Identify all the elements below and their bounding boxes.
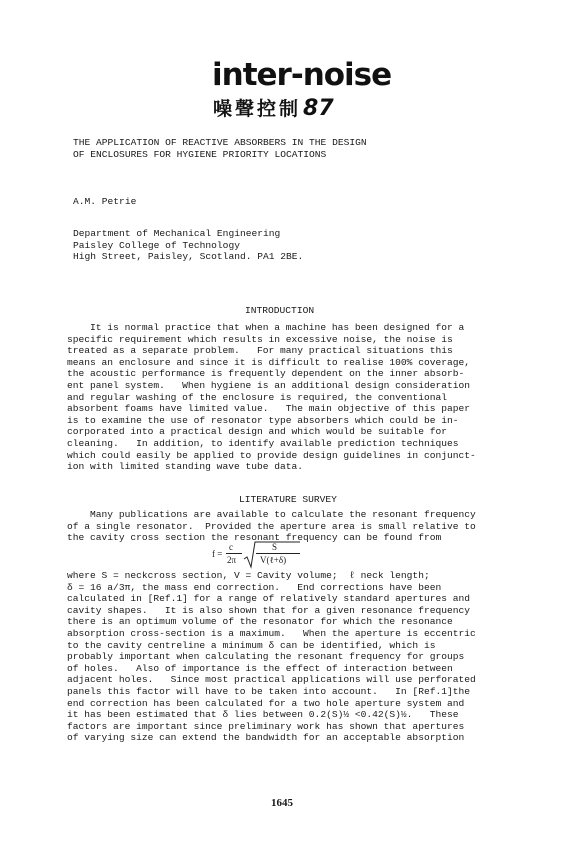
- text-line: of holes. Also of importance is the effect of interaction between: [67, 662, 453, 674]
- conference-logo: inter-noise: [212, 57, 392, 93]
- text-line: corporated into a practical design and which would be suitable for: [67, 426, 447, 438]
- text-line: end correction has been calculated for a two hole aperture system and: [67, 697, 465, 709]
- text-line: which could easily be applied to provide design guidelines in conjunct-: [67, 449, 476, 461]
- section-heading-literature-survey: LITERATURE SURVEY: [239, 494, 337, 505]
- text-line: is to examine the use of resonator type absorbers which could be in-: [67, 414, 459, 426]
- text-line: ent panel system. When hygiene is an additional design consideration: [67, 379, 471, 391]
- text-line: where S = neckcross section, V = Cavity volume; ℓ neck length;: [67, 570, 430, 581]
- text-line: absorption cross-section is a maximum. When the aperture is eccentric: [67, 627, 476, 639]
- text-line: probably important when calculating the resonant frequency for groups: [67, 651, 465, 663]
- title-line: THE APPLICATION OF REACTIVE ABSORBERS IN THE DESIGN: [73, 137, 367, 148]
- text-line: It is normal practice that when a machine has been designed for a: [67, 322, 465, 333]
- title-line: OF ENCLOSURES FOR HYGIENE PRIORITY LOCATIONS: [73, 148, 327, 160]
- text-line: treated as a separate problem. For many practical situations this: [67, 345, 453, 357]
- text-line: the cavity cross section the resonant frequency can be found from: [67, 532, 442, 544]
- section-heading-introduction: INTRODUCTION: [245, 305, 315, 316]
- text-line: adjacent holes. Since most practical applications will use perforated: [67, 674, 476, 686]
- text-line: panels this factor will have to be taken into account. In [Ref.1]the: [67, 685, 471, 697]
- page-number: 1645: [271, 797, 293, 809]
- text-line: the acoustic performance is frequently dependent on the inner absorb-: [67, 368, 465, 380]
- text-line: factors are important since preliminary work has shown that apertures: [67, 720, 465, 732]
- text-line: to the cavity centreline a minimum δ can be identified, which is: [67, 639, 436, 651]
- formula-fraction-bar: [226, 553, 242, 554]
- logo-chinese-text: 噪聲控制: [213, 98, 302, 120]
- formula-fraction-numerator: c: [229, 542, 233, 552]
- text-line: cleaning. In addition, to identify available prediction techniques: [67, 437, 459, 449]
- text-line: and regular washing of the enclosure is required, the conventional: [67, 391, 447, 403]
- affiliation-line: Paisley College of Technology: [73, 239, 240, 251]
- text-line: absorbent foams have limited value. The main objective of this paper: [67, 403, 471, 415]
- author-name: A.M. Petrie: [73, 196, 137, 207]
- text-line: it has been estimated that δ lies between 0.2(S)½ <0.42(S)½. These: [67, 709, 459, 721]
- text-line: cavity shapes. It is also shown that for a given resonance frequency: [67, 604, 471, 616]
- affiliation-line: High Street, Paisley, Scotland. PA1 2BE.: [73, 251, 304, 263]
- formula-lhs: f =: [212, 549, 223, 559]
- formula-fraction-denominator: 2π: [227, 555, 237, 565]
- text-line: of varying size can extend the bandwidth for an acceptable absorption: [67, 732, 465, 744]
- text-line: Many publications are available to calculate the resonant frequency: [67, 509, 476, 520]
- text-line: means an enclosure and since it is difficult to realise 100% coverage,: [67, 356, 471, 368]
- affiliation-line: Department of Mechanical Engineering: [73, 228, 281, 239]
- paper-title: [73, 137, 367, 160]
- formula-root-numerator: S: [272, 542, 278, 552]
- formula-root-denominator: V(ℓ+δ): [260, 555, 287, 565]
- text-line: calculated in [Ref.1] for a range of relatively standard apertures and: [67, 593, 471, 605]
- conference-logo-chinese: [213, 98, 334, 120]
- affiliation: [73, 228, 303, 263]
- literature-paragraph-intro: [67, 509, 476, 544]
- logo-year: 87: [303, 96, 334, 121]
- formula-root-fraction-bar: [256, 553, 300, 554]
- text-line: ion with limited standing wave tube data.: [67, 461, 304, 473]
- resonant-frequency-formula: [212, 540, 302, 568]
- literature-paragraph-body: [67, 570, 476, 744]
- text-line: specific requirement which results in excessive noise, the noise is: [67, 333, 453, 345]
- text-line: of a single resonator. Provided the aperture area is small relative to: [67, 520, 476, 532]
- text-line: there is an optimum volume of the resonator for which the resonance: [67, 616, 453, 628]
- introduction-paragraph: [67, 322, 476, 473]
- text-line: δ = 16 a/3π, the mass end correction. End corrections have been: [67, 581, 442, 593]
